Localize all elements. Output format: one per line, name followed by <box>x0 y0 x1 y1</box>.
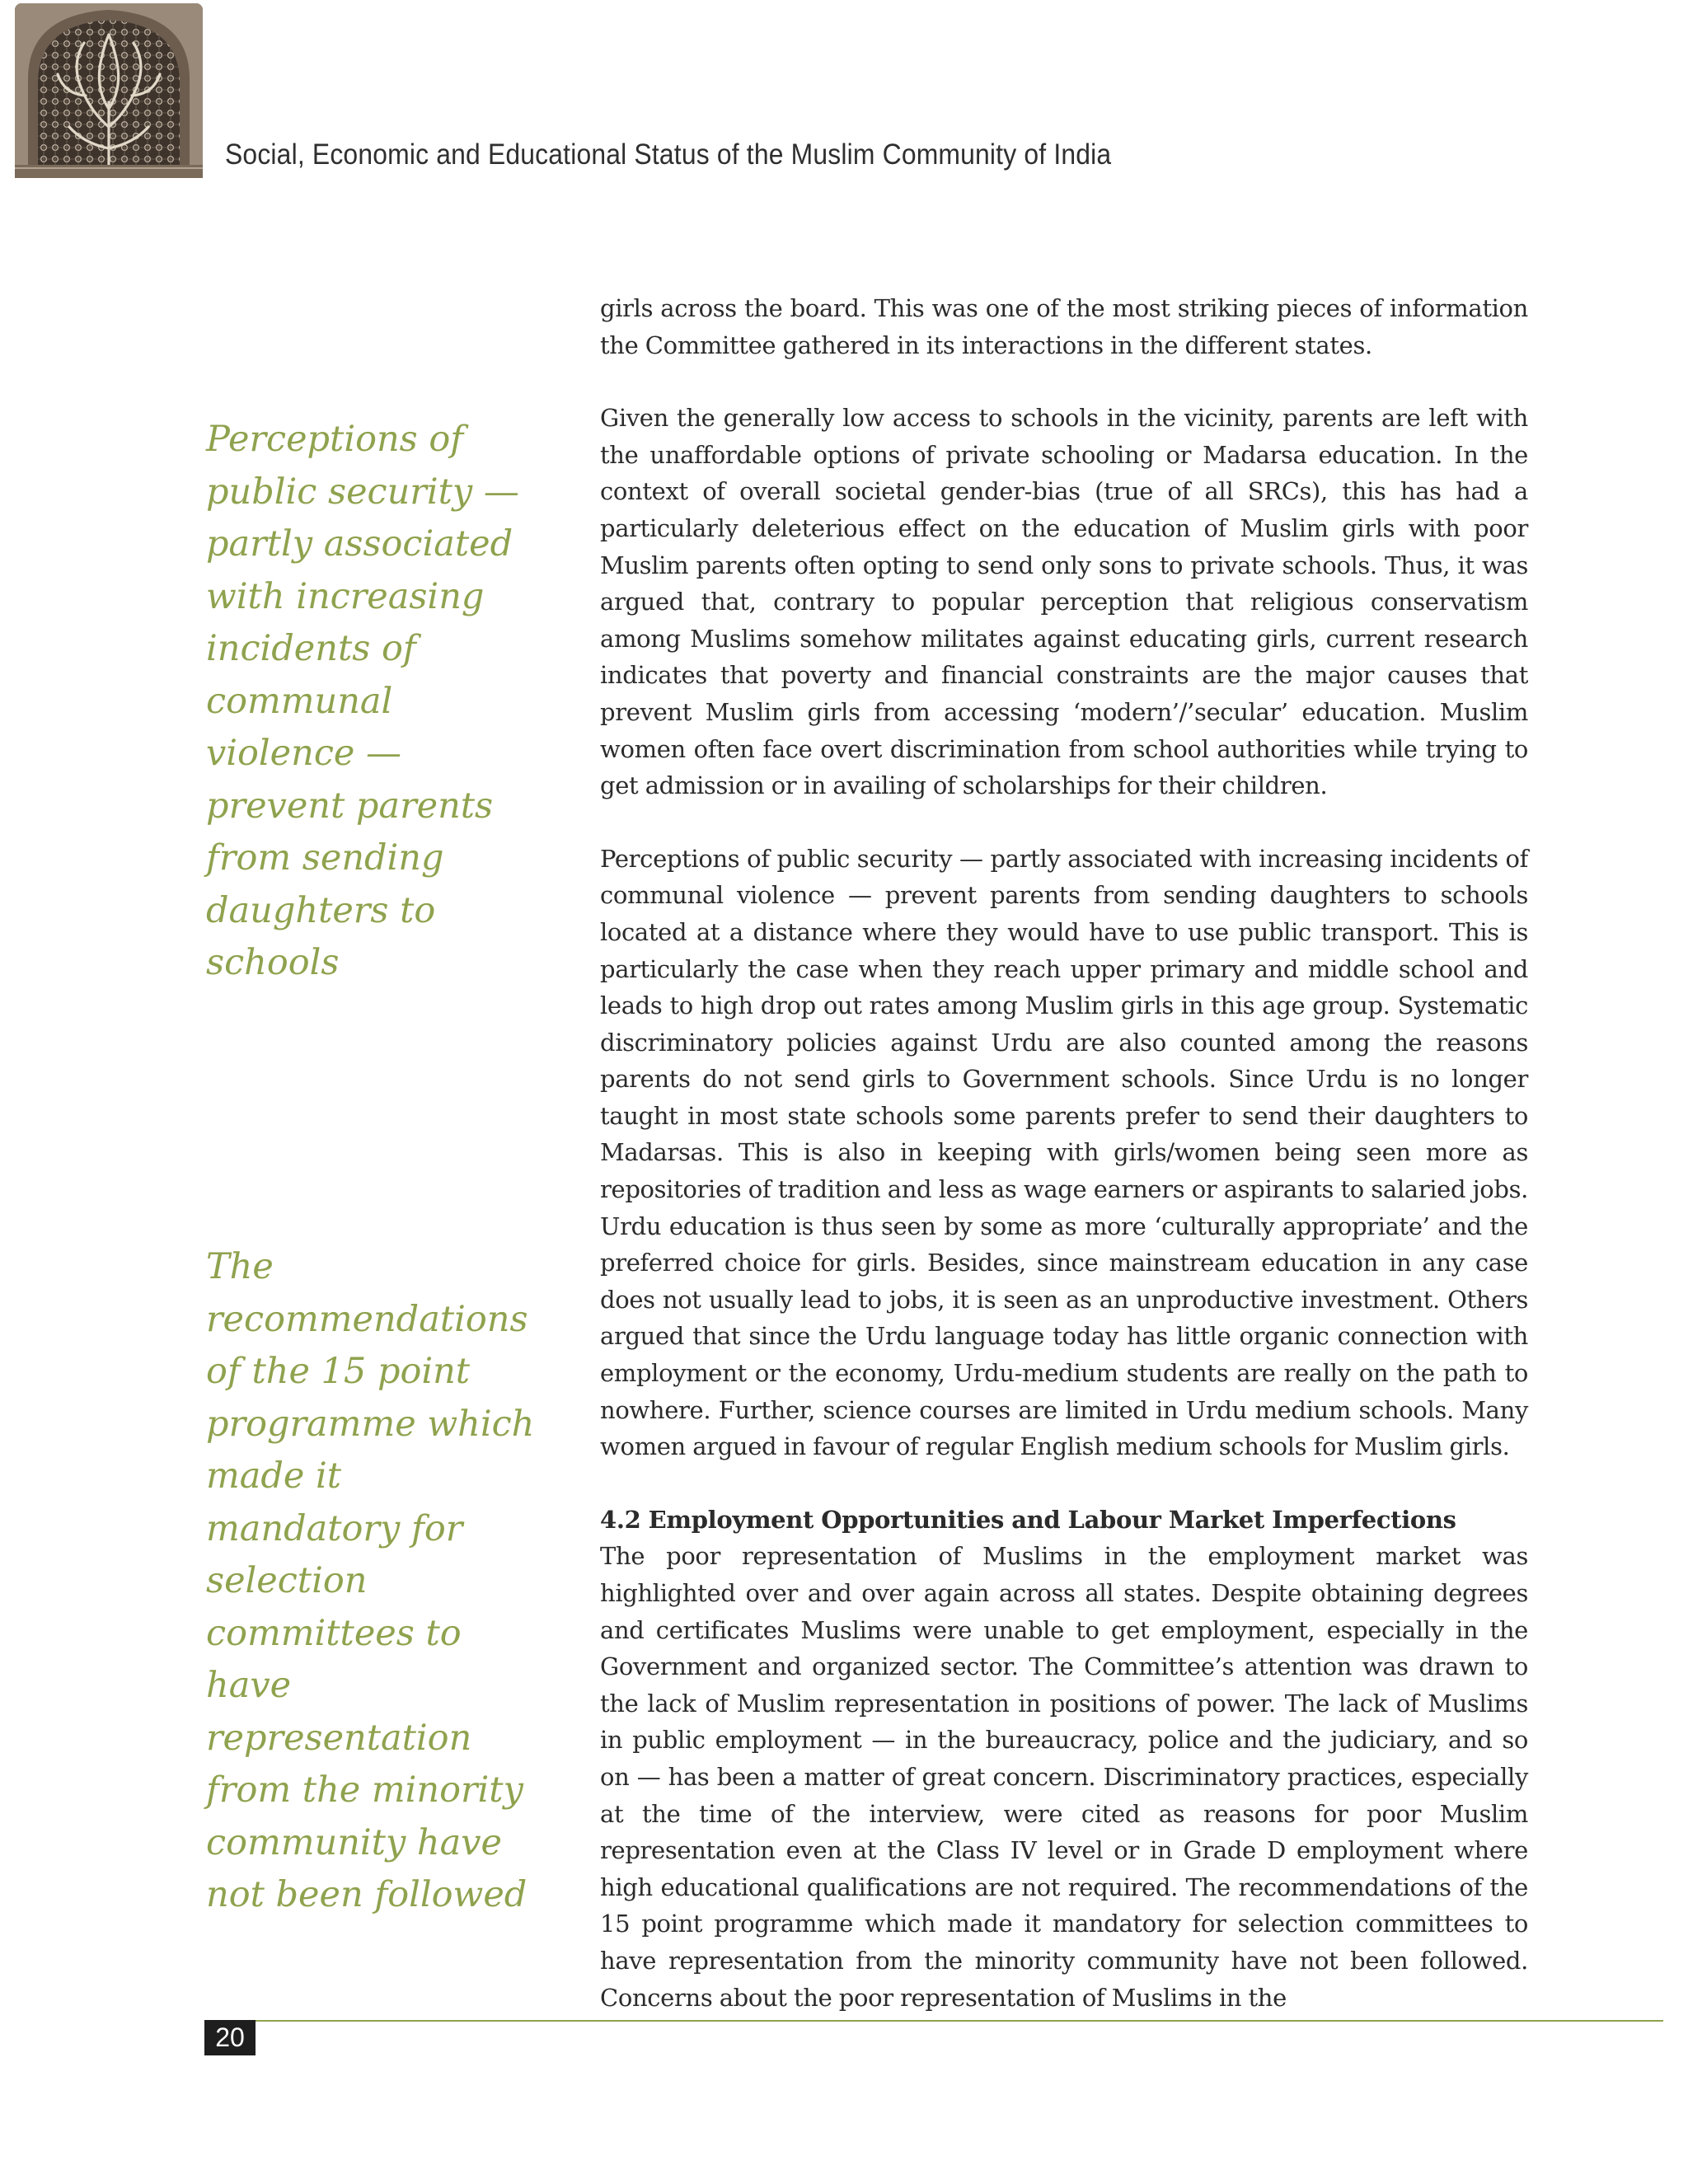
footer-divider <box>204 2020 1663 2022</box>
header-decorative-image <box>15 3 203 178</box>
section-heading: 4.2 Employment Opportunities and Labour Market Imperfections <box>600 1505 1456 1534</box>
page-number: 20 <box>204 2020 256 2055</box>
body-paragraph: girls across the board. This was one of the most striking pieces of information the Committee gathered in its interactions in the different states. <box>600 294 1528 359</box>
body-paragraph: Perceptions of public security — partly associated with increasing incidents of communal violence — prevent parents from sending daughters to schools located at a distance where they would have to use public transport. This is particularly the case when they reach upper primary and middle school and leads to high drop out rates among Muslim girls in this age group. Systematic discriminatory policies against Urdu are also counted among the reasons parents do not send girls to Government schools. Since Urdu is no longer taught in most state schools some parents prefer to send their daughters to Madarsas. This is also in keeping with girls/women being seen more as repositories of tradition and less as wage earners or aspirants to salaried jobs. Urdu education is thus seen by some as more ‘culturally appropriate’ and the preferred choice for girls. Besides, since mainstream education in any case does not usually lead to jobs, it is seen as an unproductive investment. Others argued that since the Urdu language today has little organic connection with employment or the economy, Urdu-medium students are really on the path to nowhere. Further, science courses are limited in Urdu medium schools. Many women argued in favour of regular English medium schools for Muslim girls. <box>600 844 1528 1461</box>
pullquote: Perceptions of public security — partly associated with increasing incidents of communal violence — prevent parents from sending daughters to schools <box>206 419 519 983</box>
body-paragraph: The poor representation of Muslims in the employment market was highlighted over and over again across all states. Despite obtaining degrees and certificates Muslims were unable to get employment, especially in the Government and organized sector. The Committee’s attention was drawn to the lack of Muslim representation in positions of power. The lack of Muslims in public employment — in the bureaucracy, police and the judiciary, and so on — has been a matter of great concern. Discriminatory practices, especially at the time of the interview, were cited as reasons for poor Muslim representation even at the Class IV level or in Grade D employment where high educational qualifications are not required. The recommendations of the 15 point programme which made it mandatory for selection committees to have representation from the minority community have not been followed. Concerns about the poor representation of Muslims in the <box>600 1542 1528 2012</box>
pullquote: The recommendations of the 15 point programme which made it mandatory for selection committees to have representation from the minority community have not been followed <box>206 1246 535 1915</box>
body-paragraph: Given the generally low access to schools in the vicinity, parents are left with the unaffordable options of private schooling or Madarsa education. In the context of overall societal gender-bias (true of all SRCs), this has had a particularly deleterious effect on the education of Muslim girls with poor Muslim parents often opting to send only sons to private schools. Thus, it was argued that, contrary to popular perception that religious conservatism among Muslims somehow militates against educating girls, current research indicates that poverty and financial constraints are the major causes that prevent Muslim girls from accessing ‘modern’/’secular’ education. Muslim women often face overt discrimination from school authorities while trying to get admission or in availing of scholarships for their children. <box>600 404 1528 800</box>
main-text-column <box>600 290 1528 2052</box>
running-header-title: Social, Economic and Educational Status of the Muslim Community of India <box>225 138 1112 171</box>
